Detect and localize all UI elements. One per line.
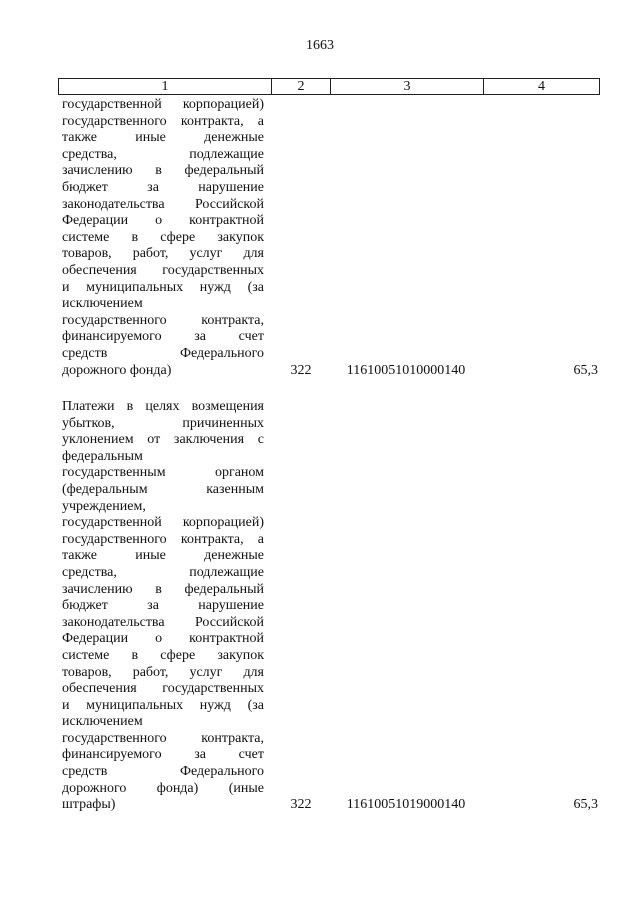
description-line: бюджет за нарушение (62, 598, 264, 614)
description-line: штрафы) (62, 797, 116, 813)
description-line: государственного контракта, (62, 730, 264, 746)
description-line: средства, подлежащие (62, 564, 264, 580)
description-line: и муниципальных нужд (за (62, 279, 264, 295)
description-line: и муниципальных нужд (за (62, 697, 264, 713)
description-line: государственной корпорацией) (62, 97, 264, 112)
description-line: дорожного фонда) (иные (62, 780, 264, 796)
description-line: (федеральным казенным (62, 481, 264, 497)
description-line: законодательства Российской (62, 196, 264, 212)
description-line: также иные денежные (62, 548, 264, 564)
description-line: дорожного фонда) (62, 362, 172, 378)
amount-cell: 65,3 (573, 797, 598, 813)
description-line: Федерации о контрактной (62, 631, 264, 647)
header-col-1: 1 (59, 79, 272, 94)
description-line: Платежи в целях возмещения (62, 399, 264, 414)
description-line: государственного контракта, (62, 312, 264, 328)
kbk-code-cell: 11610051010000140 (346, 362, 466, 378)
description-line: федеральным (62, 448, 143, 464)
header-col-4: 4 (538, 79, 545, 94)
description-line: бюджет за нарушение (62, 179, 264, 195)
description-line: также иные денежные (62, 130, 264, 146)
description-line: законодательства Российской (62, 614, 264, 630)
header-col-2: 2 (272, 79, 331, 94)
page-number: 1663 (306, 38, 334, 53)
description-line: товаров, работ, услуг для (62, 664, 264, 680)
description-line: исключением (62, 296, 143, 312)
table-header (58, 78, 600, 95)
amount-cell: 65,3 (573, 362, 598, 378)
description-line: системе в сфере закупок (62, 229, 264, 245)
description-line: средств Федерального (62, 764, 264, 780)
description-line: государственным органом (62, 465, 264, 481)
kbk-code-cell: 11610051019000140 (346, 797, 466, 813)
description-line: убытков, причиненных (62, 415, 264, 431)
description-line: государственного контракта, а (62, 531, 264, 547)
description-line: обеспечения государственных (62, 262, 264, 278)
description-line: средства, подлежащие (62, 146, 264, 162)
admin-code-cell: 322 (290, 362, 312, 378)
description-line: государственного контракта, а (62, 113, 264, 129)
description-line: зачислению в федеральный (62, 581, 264, 597)
description-line: государственной корпорацией) (62, 515, 264, 531)
description-line: учреждением, (62, 498, 146, 514)
description-line: Федерации о контрактной (62, 213, 264, 229)
admin-code-cell: 322 (290, 797, 312, 813)
description-line: исключением (62, 714, 143, 730)
description-line: уклонением от заключения с (62, 432, 264, 448)
description-line: средств Федерального (62, 345, 264, 361)
description-line: финансируемого за счет (62, 747, 264, 763)
row-description (62, 97, 264, 379)
description-line: зачислению в федеральный (62, 163, 264, 179)
row-description (62, 399, 264, 814)
description-line: обеспечения государственных (62, 681, 264, 697)
description-line: системе в сфере закупок (62, 647, 264, 663)
description-line: финансируемого за счет (62, 329, 264, 345)
description-line: товаров, работ, услуг для (62, 246, 264, 262)
header-col-3: 3 (331, 79, 484, 94)
